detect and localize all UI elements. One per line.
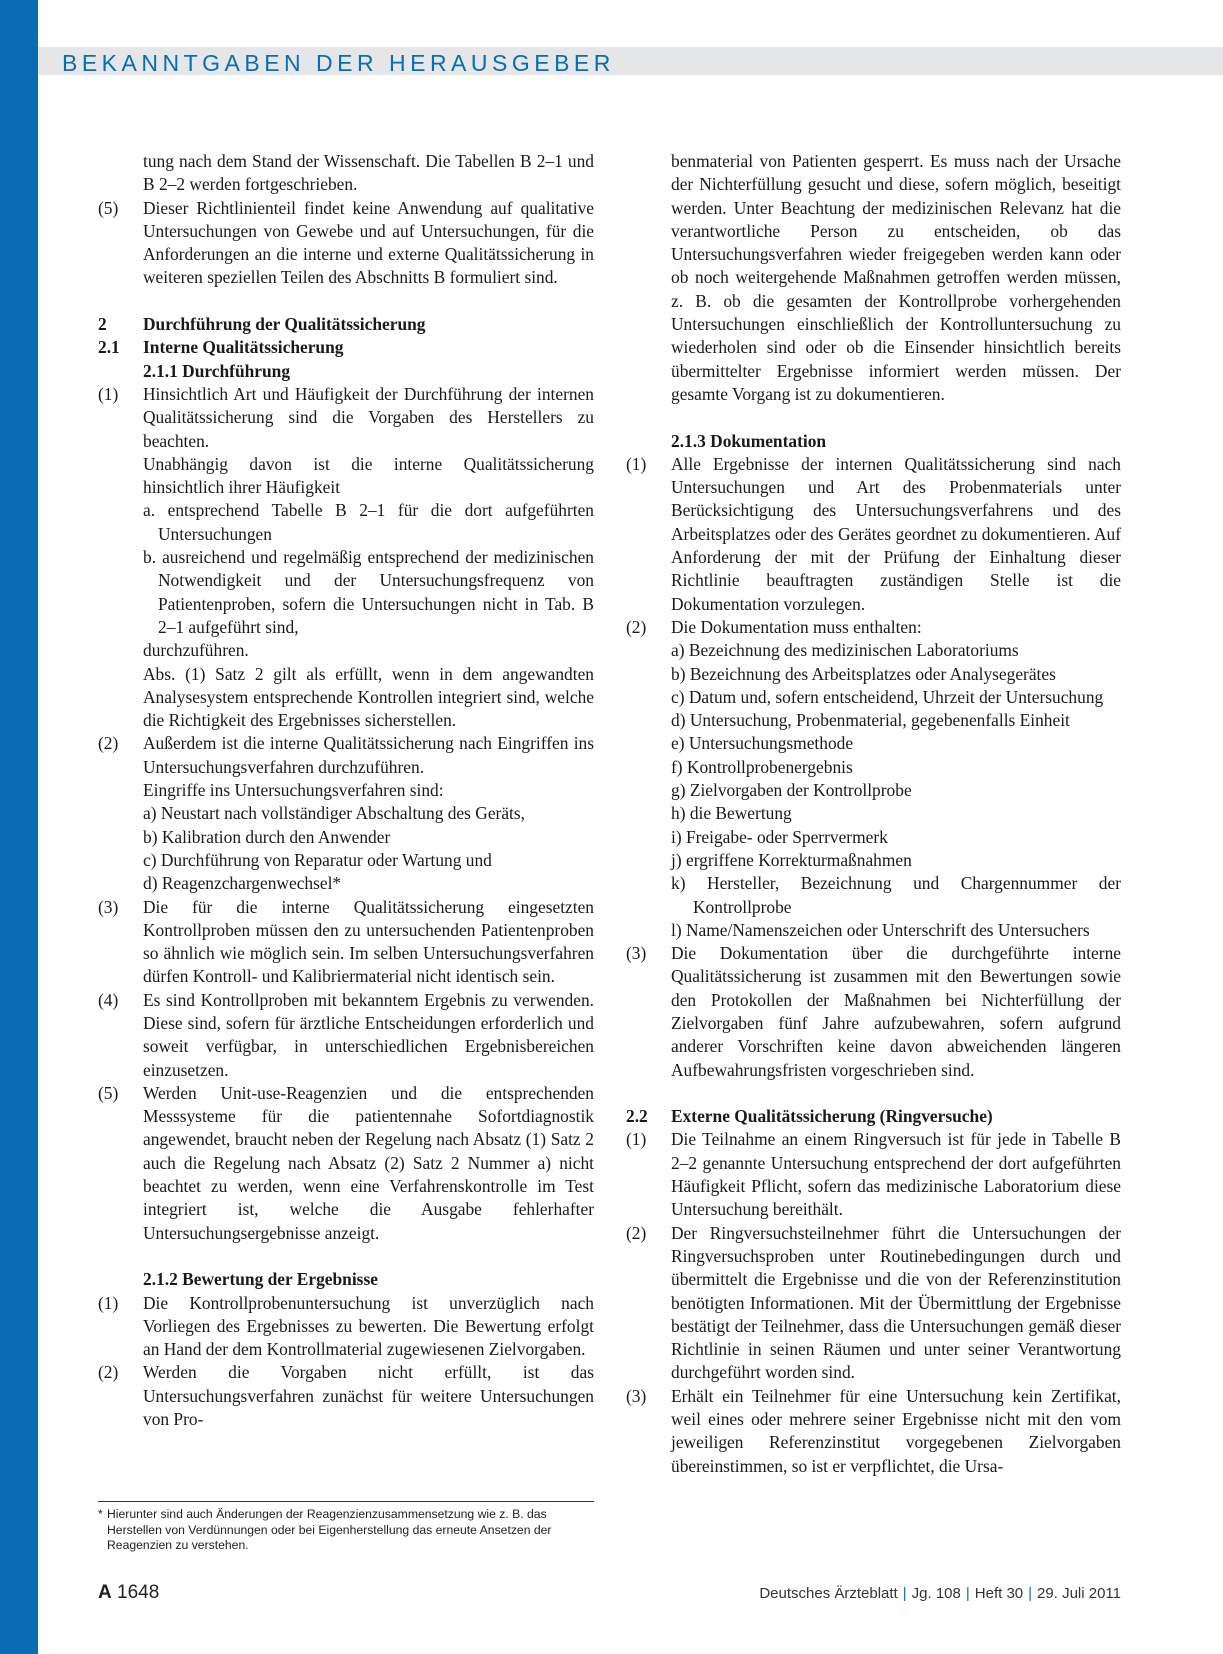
journal-volume: Jg. 108	[911, 1585, 961, 1602]
heading-text: Externe Qualitätssicherung (Ringversuche)	[671, 1106, 993, 1127]
paragraph-number: (2)	[626, 616, 647, 637]
numbered-paragraph	[98, 197, 594, 290]
paragraph-number: (3)	[626, 943, 647, 964]
list-item: b) Kalibration durch den Anwender	[143, 826, 391, 847]
right-column	[626, 150, 1121, 1478]
list-item: a) Bezeichnung des medizinischen Laboratoriums	[671, 640, 1019, 661]
journal-date: 29. Juli 2011	[1037, 1585, 1121, 1602]
paragraph-text: Der Ringversuchsteilnehmer führt die Untersuchungen der Ringversuchsproben unter Routinebedingungen durch und übermittelt die Ergebnisse und die von der Referenzinstitution benötigten Informationen. Mit der Übermittlung der Ergebnisse bestätigt der Teilnehmer, dass die Untersuchungen gemäß dieser Richtlinie in seinen Räumen und unter seiner Verantwortung durchgeführt worden sind.	[671, 1222, 1121, 1383]
paragraph-gap	[626, 406, 1121, 429]
heading-text: Durchführung der Qualitätssicherung	[143, 314, 426, 335]
numbered-paragraph	[98, 896, 594, 989]
list-item: d) Untersuchung, Probenmaterial, gegebenenfalls Einheit	[671, 710, 1070, 731]
paragraph-number: (4)	[98, 989, 119, 1010]
paragraph-text: Die Teilnahme an einem Ringversuch ist für jede in Tabelle B 2–2 genannte Untersuchung entsprechend der dort aufgeführten Häufigkeit Pflicht, sofern das medizinische Laboratorium diese Untersuchung bereithält.	[671, 1129, 1121, 1220]
page-number	[98, 1582, 159, 1604]
paragraph-text: Erhält ein Teilnehmer für eine Untersuchung kein Zertifikat, weil eines oder mehrere seiner Ergebnisse nicht mit den vom jeweiligen Referenzinstitut vorgegebenen Zielvorgaben übereinstimmen, so ist er verpflichtet, die Ursa-	[671, 1385, 1121, 1476]
heading-number	[626, 430, 671, 453]
paragraph-continuation: Eingriffe ins Untersuchungsverfahren sind:	[143, 780, 444, 801]
heading-number: 2	[98, 314, 107, 335]
paragraph-gap	[98, 1245, 594, 1268]
page-prefix: A	[98, 1582, 112, 1603]
paragraph-number: (2)	[98, 733, 119, 754]
paragraph-text: Die Kontrollprobenuntersuchung ist unverzüglich nach Vorliegen des Ergebnisses zu bewerten. Die Bewertung erfolgt an Hand der dem Kontrollmaterial zugewiesenen Zielvorgaben.	[143, 1292, 594, 1360]
list-item: b) Bezeichnung des Arbeitsplatzes oder Analysegerätes	[671, 663, 1056, 684]
list-item: h) die Bewertung	[671, 803, 792, 824]
numbered-paragraph	[98, 383, 594, 453]
journal-footer: Deutsches Ärzteblatt | Jg. 108 | Heft 30 | 29. Juli 2011	[759, 1585, 1121, 1602]
section-heading	[98, 1268, 594, 1291]
heading-number: 2.1	[98, 337, 120, 358]
section-heading	[626, 1105, 1121, 1128]
paragraph-gap	[626, 1082, 1121, 1105]
paragraph-number: (1)	[98, 383, 119, 404]
paragraph-number: (2)	[98, 1362, 119, 1383]
paragraph-number: (2)	[626, 1222, 647, 1243]
paragraph-number: (3)	[98, 896, 119, 917]
numbered-paragraph	[98, 989, 594, 1082]
list-item: c) Datum und, sofern entscheidend, Uhrzeit der Untersuchung	[671, 686, 1104, 707]
paragraph-number: (1)	[626, 453, 647, 474]
paragraph-number: (1)	[626, 1129, 647, 1150]
paragraph-continuation: Unabhängig davon ist die interne Qualitätssicherung hinsichtlich ihrer Häufigkeit	[143, 453, 594, 498]
list-item: d) Reagenzchargenwechsel*	[143, 873, 342, 894]
list-item: e) Untersuchungsmethode	[671, 733, 854, 754]
list-item: g) Zielvorgaben der Kontrollprobe	[671, 780, 912, 801]
heading-text: 2.1.1 Durchführung	[143, 360, 291, 381]
paragraph-text: Außerdem ist die interne Qualitätssicherung nach Eingriffen ins Untersuchungsverfahren durchzuführen.	[143, 733, 594, 777]
numbered-paragraph	[98, 1082, 594, 1245]
paragraph-text: Die für die interne Qualitätssicherung eingesetzten Kontrollproben müssen den zu untersuchenden Patientenproben so ähnlich wie möglich sein. Im selben Untersuchungsverfahren dürfen Kontroll- und Kalibriermaterial nicht identisch sein.	[143, 896, 594, 987]
numbered-paragraph	[98, 1361, 594, 1431]
numbered-paragraph	[626, 616, 1121, 639]
section-heading	[98, 360, 594, 383]
footnote-text: Hierunter sind auch Änderungen der Reagenzienzusammensetzung wie z. B. das Herstellen von Verdünnungen oder bei Eigenherstellung das erneute Ansetzen der Reagenzien zu verstehen.	[107, 1507, 552, 1552]
journal-name: Deutsches Ärzteblatt	[759, 1585, 898, 1602]
paragraph-text: Alle Ergebnisse der internen Qualitätssicherung sind nach Untersuchungen und Art des Probenmaterials unter Berücksichtigung des Untersuchungsverfahrens und des Arbeitsplatzes oder des Gerätes geordnet zu dokumentieren. Auf Anforderung der mit der Prüfung der Einhaltung dieser Richtlinie beauftragten zuständigen Stelle ist die Dokumentation vorzulegen.	[671, 453, 1121, 614]
section-header-title: BEKANNTGABEN DER HERAUSGEBER	[62, 50, 615, 76]
paragraph-continuation: benmaterial von Patienten gesperrt. Es muss nach der Ursache der Nichterfüllung gesucht und diese, sofern möglich, beseitigt werden. Unter Beachtung der medizinischen Relevanz hat die verantwortliche Person zu entscheiden, ob das Untersuchungsverfahren wieder freigegeben werden kann oder ob noch weitergehende Maßnahmen getroffen werden müssen, z. B. ob die gesamten der Kontrollprobe vorhergehenden Untersuchungen einschließlich der Kontrolluntersuchung zu wiederholen sind oder ob die Einsender hinsichtlich bereits übermittelter Ergebnisse informiert werden müssen. Der gesamte Vorgang ist zu dokumentieren.	[671, 151, 1121, 404]
numbered-paragraph	[98, 732, 594, 779]
list-item: c) Durchführung von Reparatur oder Wartung und	[143, 849, 492, 870]
numbered-paragraph	[626, 453, 1121, 616]
list-item: a) Neustart nach vollständiger Abschaltung des Geräts,	[143, 803, 525, 824]
paragraph-text: Werden Unit-use-Reagenzien und die entsprechenden Messsysteme für die patientennahe Sofortdiagnostik angewendet, braucht neben der Regelung nach Absatz (1) Satz 2 auch die Regelung nach Absatz (2) Satz 2 Nummer a) nicht beachtet zu werden, wenn eine Verfahrenskontrolle im Test integriert ist, welche die Ausgabe fehlerhafter Untersuchungsergebnisse anzeigt.	[143, 1082, 594, 1243]
numbered-paragraph	[626, 1385, 1121, 1478]
paragraph-text: Werden die Vorgaben nicht erfüllt, ist das Untersuchungsverfahren zunächst für weitere Untersuchungen von Pro-	[143, 1362, 594, 1430]
paragraph-number: (5)	[98, 197, 119, 218]
paragraph-text: Die Dokumentation muss enthalten:	[671, 616, 922, 637]
paragraph-continuation: durchzuführen.	[143, 640, 249, 661]
paragraph-continuation: Abs. (1) Satz 2 gilt als erfüllt, wenn in dem angewandten Analysesystem entsprechende Kontrollen integriert sind, welche die Richtigkeit des Ergebnisses sicherstellen.	[143, 663, 594, 731]
numbered-paragraph	[626, 1222, 1121, 1385]
blue-sidebar	[0, 0, 38, 1654]
left-column	[98, 150, 594, 1431]
list-item: j) ergriffene Korrekturmaßnahmen	[671, 849, 912, 870]
section-heading	[98, 336, 594, 359]
paragraph-text: Dieser Richtlinienteil findet keine Anwendung auf qualitative Untersuchungen von Gewebe und auf Untersuchungen, für die Anforderungen an die interne und externe Qualitätssicherung in weiteren speziellen Teilen des Abschnitts B formuliert sind.	[143, 197, 594, 288]
list-item: a. entsprechend Tabelle B 2–1 für die dort aufgeführten Untersuchungen	[143, 500, 594, 544]
numbered-paragraph	[98, 1292, 594, 1362]
paragraph-text: Es sind Kontrollproben mit bekanntem Ergebnis zu verwenden. Diese sind, sofern für ärztliche Entscheidungen erforderlich und soweit verfügbar, in unterschiedlichen Ergebnisbereichen einzusetzen.	[143, 989, 594, 1080]
heading-number: 2.2	[626, 1106, 648, 1127]
section-heading	[98, 313, 594, 336]
page-number-value: 1648	[117, 1582, 160, 1603]
footnote	[98, 1501, 594, 1554]
paragraph-number: (1)	[98, 1292, 119, 1313]
list-item: l) Name/Namenszeichen oder Unterschrift des Untersuchers	[671, 919, 1090, 940]
paragraph-number: (5)	[98, 1082, 119, 1103]
paragraph-continuation: tung nach dem Stand der Wissenschaft. Die Tabellen B 2–1 und B 2–2 werden fortgeschrieben.	[143, 151, 594, 195]
heading-text: Interne Qualitätssicherung	[143, 337, 344, 358]
numbered-paragraph	[626, 1128, 1121, 1221]
paragraph-gap	[98, 290, 594, 313]
paragraph-number: (3)	[626, 1385, 647, 1406]
list-item: f) Kontrollprobenergebnis	[671, 756, 853, 777]
heading-number	[98, 1268, 143, 1291]
section-heading	[626, 430, 1121, 453]
list-item: i) Freigabe- oder Sperrvermerk	[671, 826, 888, 847]
heading-text: 2.1.3 Dokumentation	[671, 430, 827, 451]
journal-issue: Heft 30	[974, 1585, 1024, 1602]
numbered-paragraph	[626, 942, 1121, 1082]
paragraph-text: Die Dokumentation über die durchgeführte interne Qualitätssicherung ist zusammen mit den Bewertungen sowie den Protokollen der Maßnahmen bei Nichterfüllung der Zielvorgaben fünf Jahre aufzubewahren, sofern aufgrund anderer Vorschriften keine davon abweichenden längeren Aufbewahrungsfristen vorgeschrieben sind.	[671, 943, 1121, 1080]
paragraph-text: Hinsichtlich Art und Häufigkeit der Durchführung der internen Qualitätssicherung sind die Vorgaben des Herstellers zu beachten.	[143, 383, 594, 451]
list-item: k) Hersteller, Bezeichnung und Chargennummer der Kontrollprobe	[671, 873, 1121, 917]
heading-number	[98, 360, 143, 383]
footnote-mark: *	[98, 1507, 103, 1521]
heading-text: 2.1.2 Bewertung der Ergebnisse	[143, 1269, 378, 1290]
list-item: b. ausreichend und regelmäßig entsprechend der medizinischen Notwendigkeit und der Untersuchungsfrequenz von Patientenproben, sofern die Untersuchungen nicht in Tab. B 2–1 aufgeführt sind,	[143, 547, 594, 637]
